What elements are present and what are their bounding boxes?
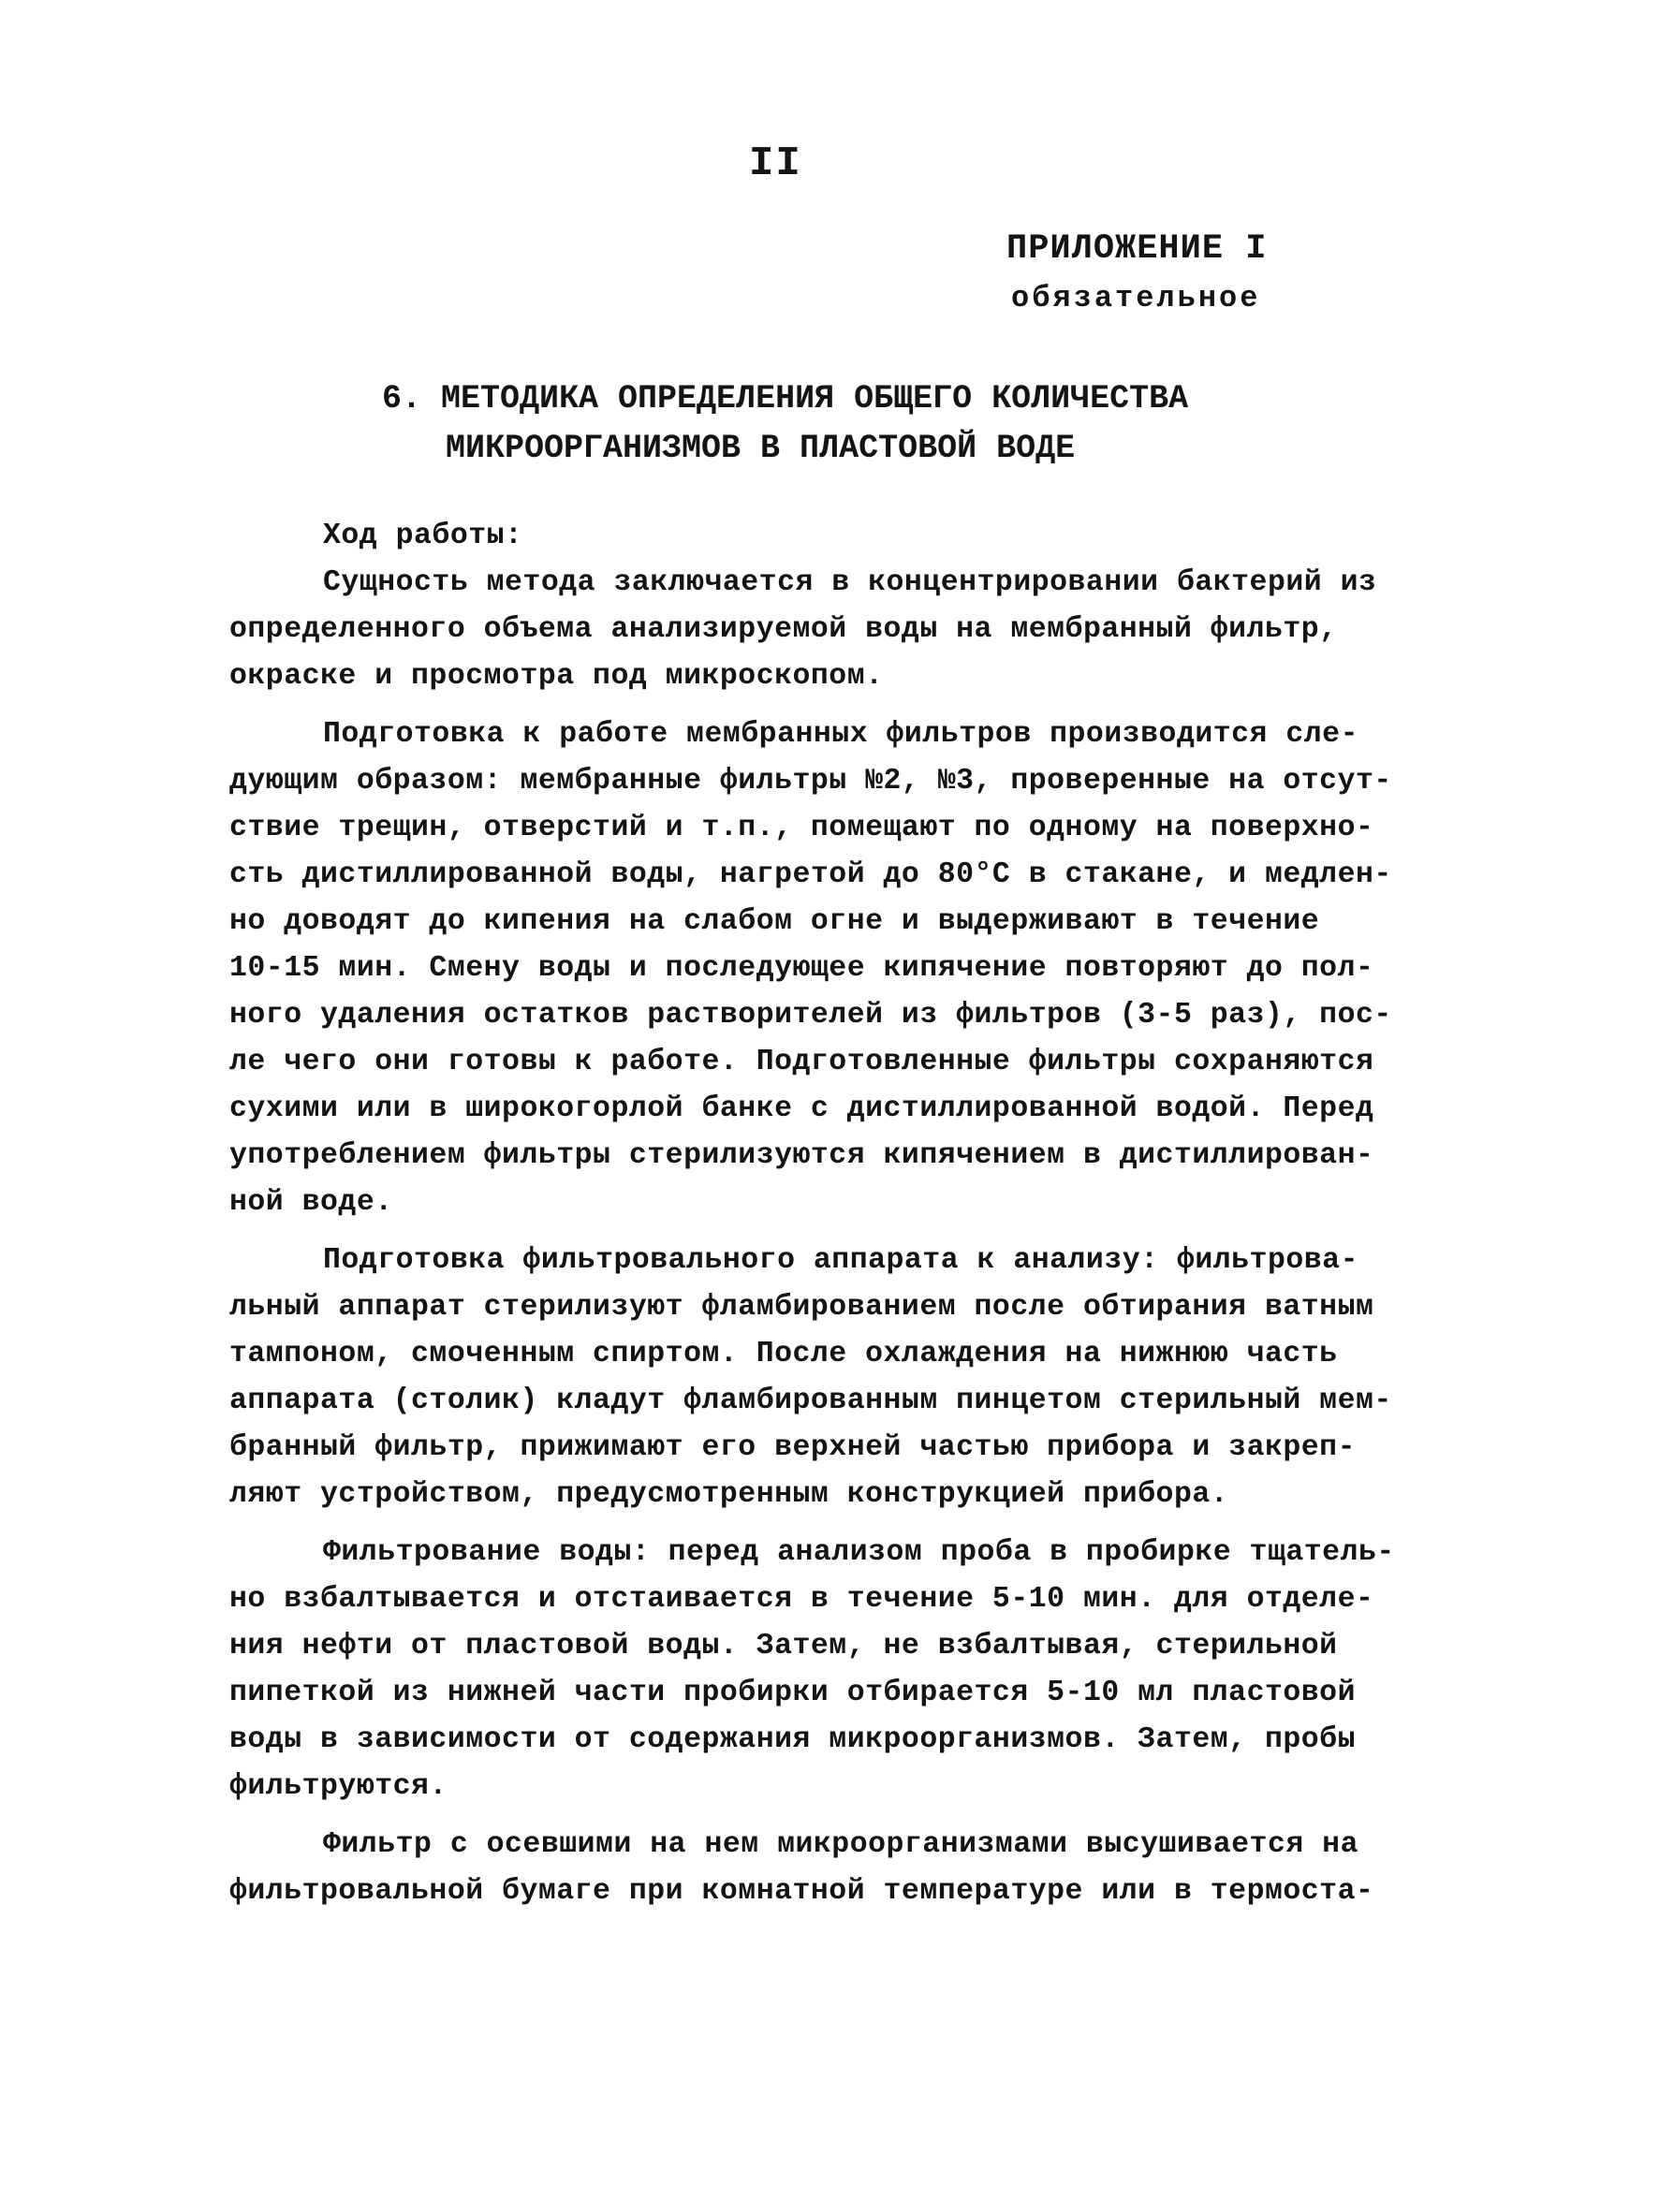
appendix-label: ПРИЛОЖЕНИЕ I — [1006, 229, 1268, 269]
body-text — [229, 513, 1437, 1915]
appendix-status: обязательное — [1011, 281, 1261, 315]
section-heading — [382, 374, 1188, 474]
paragraph-water-filtration: Фильтрование воды: перед анализом проба в пробирке тщатель- но взбалтывается и отстаивается в течение 5-10 мин. для отделе- ния нефти от пластовой воды. Затем, не взбалтывая, стерильной пипеткой из нижней части пробирки отбирается 5-10 мл пластовой воды в зависимости от содержания микроорганизмов. Затем, пробы фильтруются. — [229, 1536, 1395, 1803]
section-heading-line-2: МИКРООРГАНИЗМОВ В ПЛАСТОВОЙ ВОДЕ — [446, 430, 1076, 468]
paragraph-apparatus-preparation: Подготовка фильтровального аппарата к анализу: фильтрова- льный аппарат стерилизуют фламбированием после обтирания ватным тампоном, смоченным спиртом. После охлаждения на нижнюю часть аппарата (столик) кладут фламбированным пинцетом стерильный мем- бранный фильтр, прижимают его верхней частью прибора и закреп- ляют устройством, предусмотренным конструкцией прибора. — [229, 1244, 1392, 1511]
section-heading-line-1: 6. МЕТОДИКА ОПРЕДЕЛЕНИЯ ОБЩЕГО КОЛИЧЕСТВА — [382, 380, 1189, 417]
work-procedure-heading: Ход работы: — [323, 520, 523, 552]
page-number: II — [749, 140, 802, 187]
paragraph-filter-drying: Фильтр с осевшими на нем микроорганизмами высушивается на фильтровальной бумаге при комнатной температуре или в термоста- — [229, 1828, 1374, 1908]
paragraph-method-essence: Сущность метода заключается в концентрировании бактерий из определенного объема анализируемой воды на мембранный фильтр, окраске и просмотра под микроскопом. — [229, 566, 1377, 693]
paragraph-filter-preparation: Подготовка к работе мембранных фильтров производится сле- дующим образом: мембранные фильтры №2, №3, проверенные на отсут- ствие трещин, отверстий и т.п., помещают по одному на поверхно- сть дистиллированной воды, нагретой до 80°С в стакане, и медлен- но доводят до кипения на слабом огне и выдерживают в течение 10-15 мин. Смену воды и последующее кипячение повторяют до пол- ного удаления остатков растворителей из фильтров (3-5 раз), пос- ле чего они готовы к работе. Подготовленные фильтры сохраняются сухими или в широкогорлой банке с дистиллированной водой. Перед употреблением фильтры стерилизуются кипячением в дистиллирован- ной воде. — [229, 718, 1392, 1219]
